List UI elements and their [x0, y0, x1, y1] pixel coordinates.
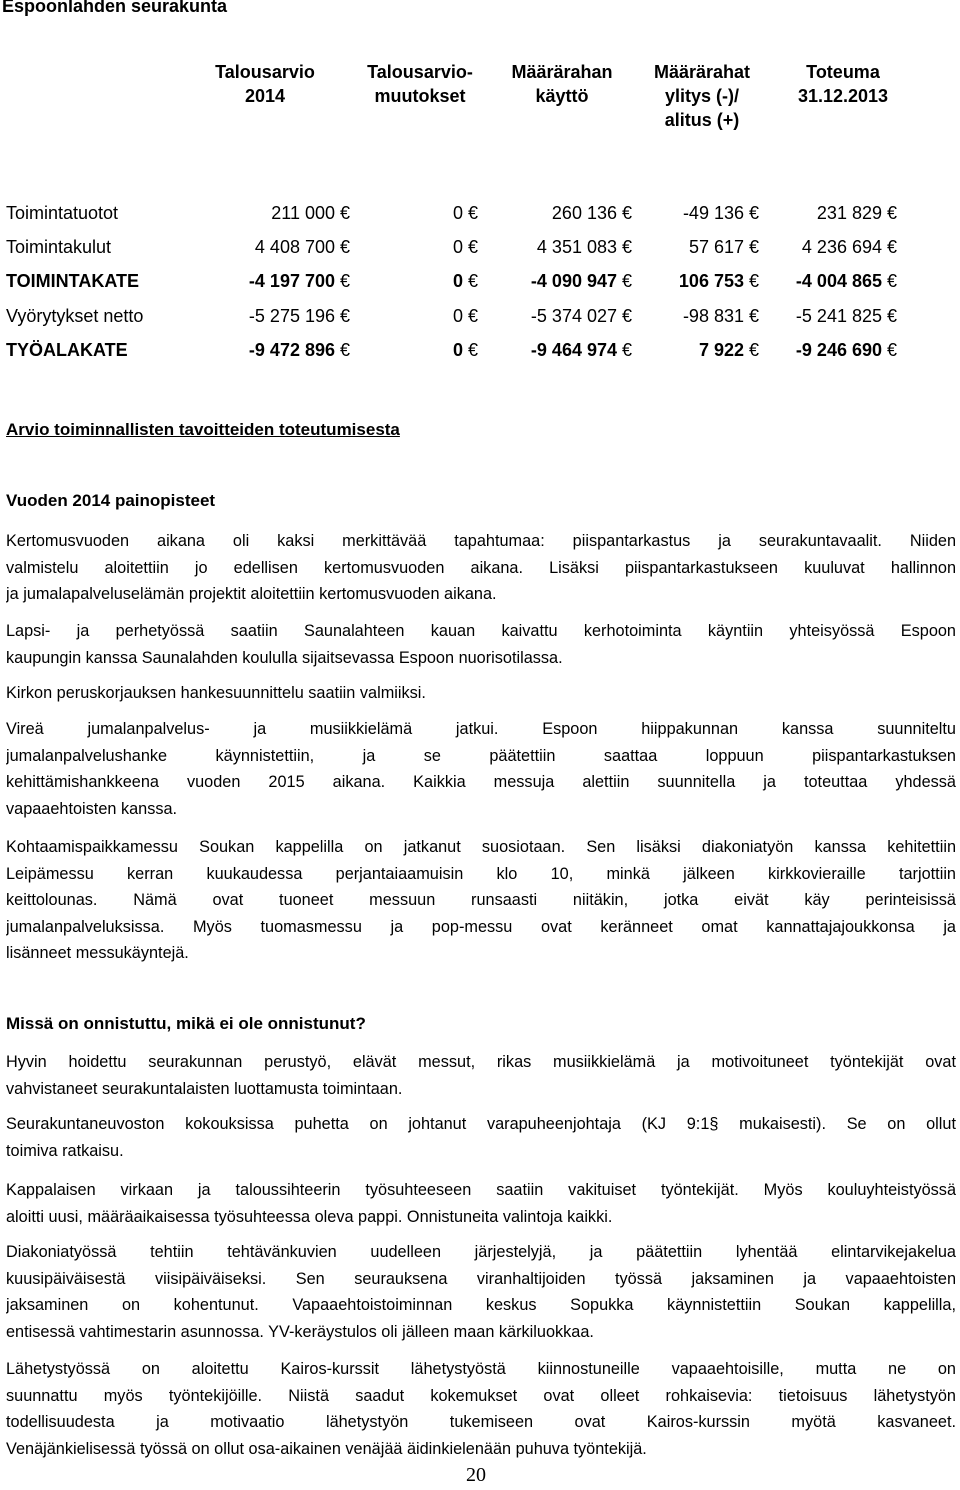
paragraph-line: toimiva ratkaisu.	[6, 1141, 124, 1160]
euro-symbol: €	[340, 271, 351, 291]
section-heading-success: Missä on onnistuttu, mikä ei ole onnistunut?	[6, 1014, 366, 1033]
table-row	[0, 340, 960, 364]
euro-symbol: €	[340, 340, 351, 360]
column-header-line: käyttö	[535, 86, 589, 106]
column-header	[190, 60, 340, 108]
row-label: Toimintatuotot	[6, 203, 119, 223]
column-header	[345, 60, 495, 108]
paragraph-line: kaupungin kanssa Saunalahden koululla sijaitsevassa Espoon nuorisotilassa.	[6, 648, 563, 667]
table-cell: 4 351 083	[536, 237, 617, 257]
table-cell: 260 136	[551, 203, 617, 223]
column-header-line: Toteuma	[806, 62, 880, 82]
paragraph-line: Kappalaisen virkaan ja taloussihteerin työsuhteeseen saatiin vakituiset työntekijät. Myös kouluyhteistyössä	[6, 1181, 956, 1199]
paragraph-line: jaksaminen on kohentunut. Vapaaehtoistoiminnan keskus Sopukka käynnistettiin Soukan kappelilla,	[6, 1296, 956, 1314]
table-cell: 0	[452, 306, 463, 326]
row-label: TYÖALAKATE	[6, 340, 128, 360]
paragraph	[6, 680, 956, 707]
paragraph-line: entisessä vahtimestarin asunnossa. YV-keräystulos oli jälleen maan kärkiluokkaa.	[6, 1322, 594, 1341]
table-cell: -49 136	[682, 203, 744, 223]
column-header	[627, 60, 777, 132]
paragraph-line: lisänneet messukäyntejä.	[6, 944, 189, 962]
euro-symbol: €	[749, 237, 760, 257]
table-cell: 4 236 694	[801, 237, 882, 257]
section-subheading-priorities: Vuoden 2014 painopisteet	[6, 491, 216, 510]
paragraph-line: ja jumalapalveluselämän projektit aloitettiin kertomusvuoden aikana.	[6, 585, 497, 603]
euro-symbol: €	[749, 271, 760, 291]
euro-symbol: €	[340, 306, 351, 326]
paragraph-line: Hyvin hoidettu seurakunnan perustyö, elävät messut, rikas musiikkielämä ja motivoituneet työntekijät ovat	[6, 1053, 956, 1071]
row-label: TOIMINTAKATE	[6, 271, 139, 291]
column-header-line: alitus (+)	[664, 110, 740, 130]
euro-symbol: €	[749, 340, 760, 360]
table-cell: 0	[452, 237, 463, 257]
paragraph-line: Kohtaamispaikkamessu Soukan kappelilla on jatkanut suosiotaan. Sen lisäksi diakoniatyön kanssa kehitettiin	[6, 838, 956, 856]
row-label: Vyörytykset netto	[6, 306, 144, 326]
euro-symbol: €	[749, 306, 760, 326]
paragraph-line: valmistelu aloitettiin jo edellisen kertomusvuoden aikana. Lisäksi piispantarkastukseen kuuluvat hallinnon	[6, 558, 956, 577]
paragraph-line: Lähetystyössä on aloitettu Kairos-kurssit lähetystyöstä kiinnostuneille vapaaehtoisille, mutta ne on	[6, 1360, 956, 1378]
column-header-line: 2014	[244, 86, 286, 106]
table-cell: -5 374 027	[530, 306, 617, 326]
column-header	[768, 60, 918, 108]
column-header-line: Määrärahan	[511, 62, 613, 82]
table-cell: 57 617	[688, 237, 744, 257]
paragraph-line: aloitti uusi, määräaikaisessa työsuhteessa oleva pappi. Onnistuneita valintoja kaikki.	[6, 1207, 613, 1226]
paragraph	[6, 1177, 956, 1230]
paragraph-line: jumalanpalveluksissa. Myös tuomasmessu ja pop-messu ovat keränneet omat kannattajajoukkonsa ja	[6, 917, 956, 936]
euro-symbol: €	[468, 340, 479, 360]
paragraph-line: Seurakuntaneuvoston kokouksissa puhetta on johtanut varapuheenjohtaja (KJ 9:1§ mukaisesti). Se on ollut	[6, 1115, 956, 1133]
column-header-line: Talousarvio	[215, 62, 315, 82]
table-cell: -9 464 974	[530, 340, 617, 360]
euro-symbol: €	[887, 237, 898, 257]
section-heading-goals: Arvio toiminnallisten tavoitteiden toteutumisesta	[6, 420, 400, 439]
paragraph-line: Kirkon peruskorjauksen hankesuunnittelu saatiin valmiiksi.	[6, 684, 426, 702]
euro-symbol: €	[887, 203, 898, 223]
euro-symbol: €	[887, 271, 898, 291]
table-cell: -4 004 865	[795, 271, 882, 291]
euro-symbol: €	[622, 203, 633, 223]
paragraph-line: kehittämishankkeena vuoden 2015 aikana. Kaikkia messuja alettiin suunnitella ja toteuttaa yhdessä	[6, 773, 956, 791]
euro-symbol: €	[887, 306, 898, 326]
table-row	[0, 237, 960, 261]
euro-symbol: €	[468, 203, 479, 223]
euro-symbol: €	[468, 306, 479, 326]
table-cell: -5 275 196	[248, 306, 335, 326]
table-cell: 0	[452, 340, 463, 360]
table-cell: -4 090 947	[530, 271, 617, 291]
paragraph-line: Venäjänkielisessä työssä on ollut osa-aikainen venäjää äidinkielenään puhuva työntekijä.	[6, 1439, 647, 1458]
table-row	[0, 306, 960, 330]
paragraph-line: Diakoniatyössä tehtiin tehtävänkuvien uudelleen järjestelyjä, ja päätettiin lyhentää elintarvikejakelua	[6, 1243, 956, 1261]
paragraph-line: Vireä jumalanpalvelus- ja musiikkielämä jatkui. Espoon hiippakunnan kanssa suunniteltu	[6, 720, 956, 738]
paragraph-line: vapaaehtoisten kanssa.	[6, 799, 178, 818]
paragraph	[6, 1111, 956, 1164]
paragraph-line: keittolounas. Nämä ovat tuoneet messuun runsaasti niitäkin, jotka eivät käy perinteisissä	[6, 891, 956, 909]
euro-symbol: €	[622, 237, 633, 257]
page-number: 20	[466, 1464, 486, 1486]
paragraph	[6, 1239, 956, 1345]
paragraph-line: Lapsi- ja perhetyössä saatiin Saunalahteen kauan kaivattu kerhotoiminta käyntiin yhteisyössä Espoon	[6, 622, 956, 640]
table-cell: 7 922	[698, 340, 744, 360]
paragraph-line: suunnattu myös työntekijöille. Niistä saadut kokemukset ovat olleet rohkaisevia: tietoisuus lähetystyön	[6, 1386, 956, 1405]
euro-symbol: €	[468, 237, 479, 257]
column-header	[487, 60, 637, 108]
table-cell: -5 241 825	[795, 306, 882, 326]
euro-symbol: €	[340, 203, 351, 223]
table-cell: -9 472 896	[248, 340, 335, 360]
paragraph	[6, 1049, 956, 1102]
euro-symbol: €	[622, 271, 633, 291]
column-header-line: 31.12.2013	[797, 86, 889, 106]
euro-symbol: €	[622, 306, 633, 326]
paragraph-line: vahvistaneet seurakuntalaisten luottamusta toimintaan.	[6, 1079, 403, 1098]
table-cell: 106 753	[678, 271, 744, 291]
row-label: Toimintakulut	[6, 237, 112, 257]
paragraph	[6, 834, 956, 967]
table-row	[0, 271, 960, 295]
table-cell: 211 000	[271, 203, 335, 223]
table-cell: -98 831	[682, 306, 744, 326]
column-header-line: Määrärahat	[653, 62, 751, 82]
euro-symbol: €	[622, 340, 633, 360]
euro-symbol: €	[749, 203, 760, 223]
paragraph-line: todellisuudesta ja motivaatio lähetystyön tukemiseen ovat Kairos-kurssin myötä kasvaneet.	[6, 1413, 956, 1431]
column-header-line: muutokset	[374, 86, 466, 106]
euro-symbol: €	[340, 237, 351, 257]
table-cell: 0	[452, 271, 463, 291]
paragraph	[6, 528, 956, 608]
table-row	[0, 203, 960, 227]
table-cell: 4 408 700	[254, 237, 335, 257]
euro-symbol: €	[468, 271, 479, 291]
euro-symbol: €	[887, 340, 898, 360]
paragraph-line: jumalanpalvelushanke käynnistettiin, ja se päätettiin saattaa loppuun piispantarkastuksen	[6, 746, 956, 765]
paragraph-line: kuusipäiväisestä viisipäiväiseksi. Sen seurauksena viranhaltijoiden työssä jaksaminen ja vapaaehtoisten	[6, 1269, 956, 1288]
table-cell: -4 197 700	[248, 271, 335, 291]
column-header-line: ylitys (-)/	[664, 86, 739, 106]
paragraph-line: Kertomusvuoden aikana oli kaksi merkittävää tapahtumaa: piispantarkastus ja seurakuntavaalit. Niiden	[6, 532, 956, 550]
paragraph-line: Leipämessu kerran kuukaudessa perjantaiaamuisin klo 10, minkä jälkeen kirkkovieraille tarjottiin	[6, 864, 956, 883]
table-cell: 231 829	[816, 203, 882, 223]
paragraph	[6, 716, 956, 822]
table-cell: -9 246 690	[795, 340, 882, 360]
paragraph	[6, 618, 956, 671]
paragraph	[6, 1356, 956, 1462]
organization-title: Espoonlahden seurakunta	[2, 0, 228, 16]
table-cell: 0	[452, 203, 463, 223]
column-header-line: Talousarvio-	[367, 62, 473, 82]
